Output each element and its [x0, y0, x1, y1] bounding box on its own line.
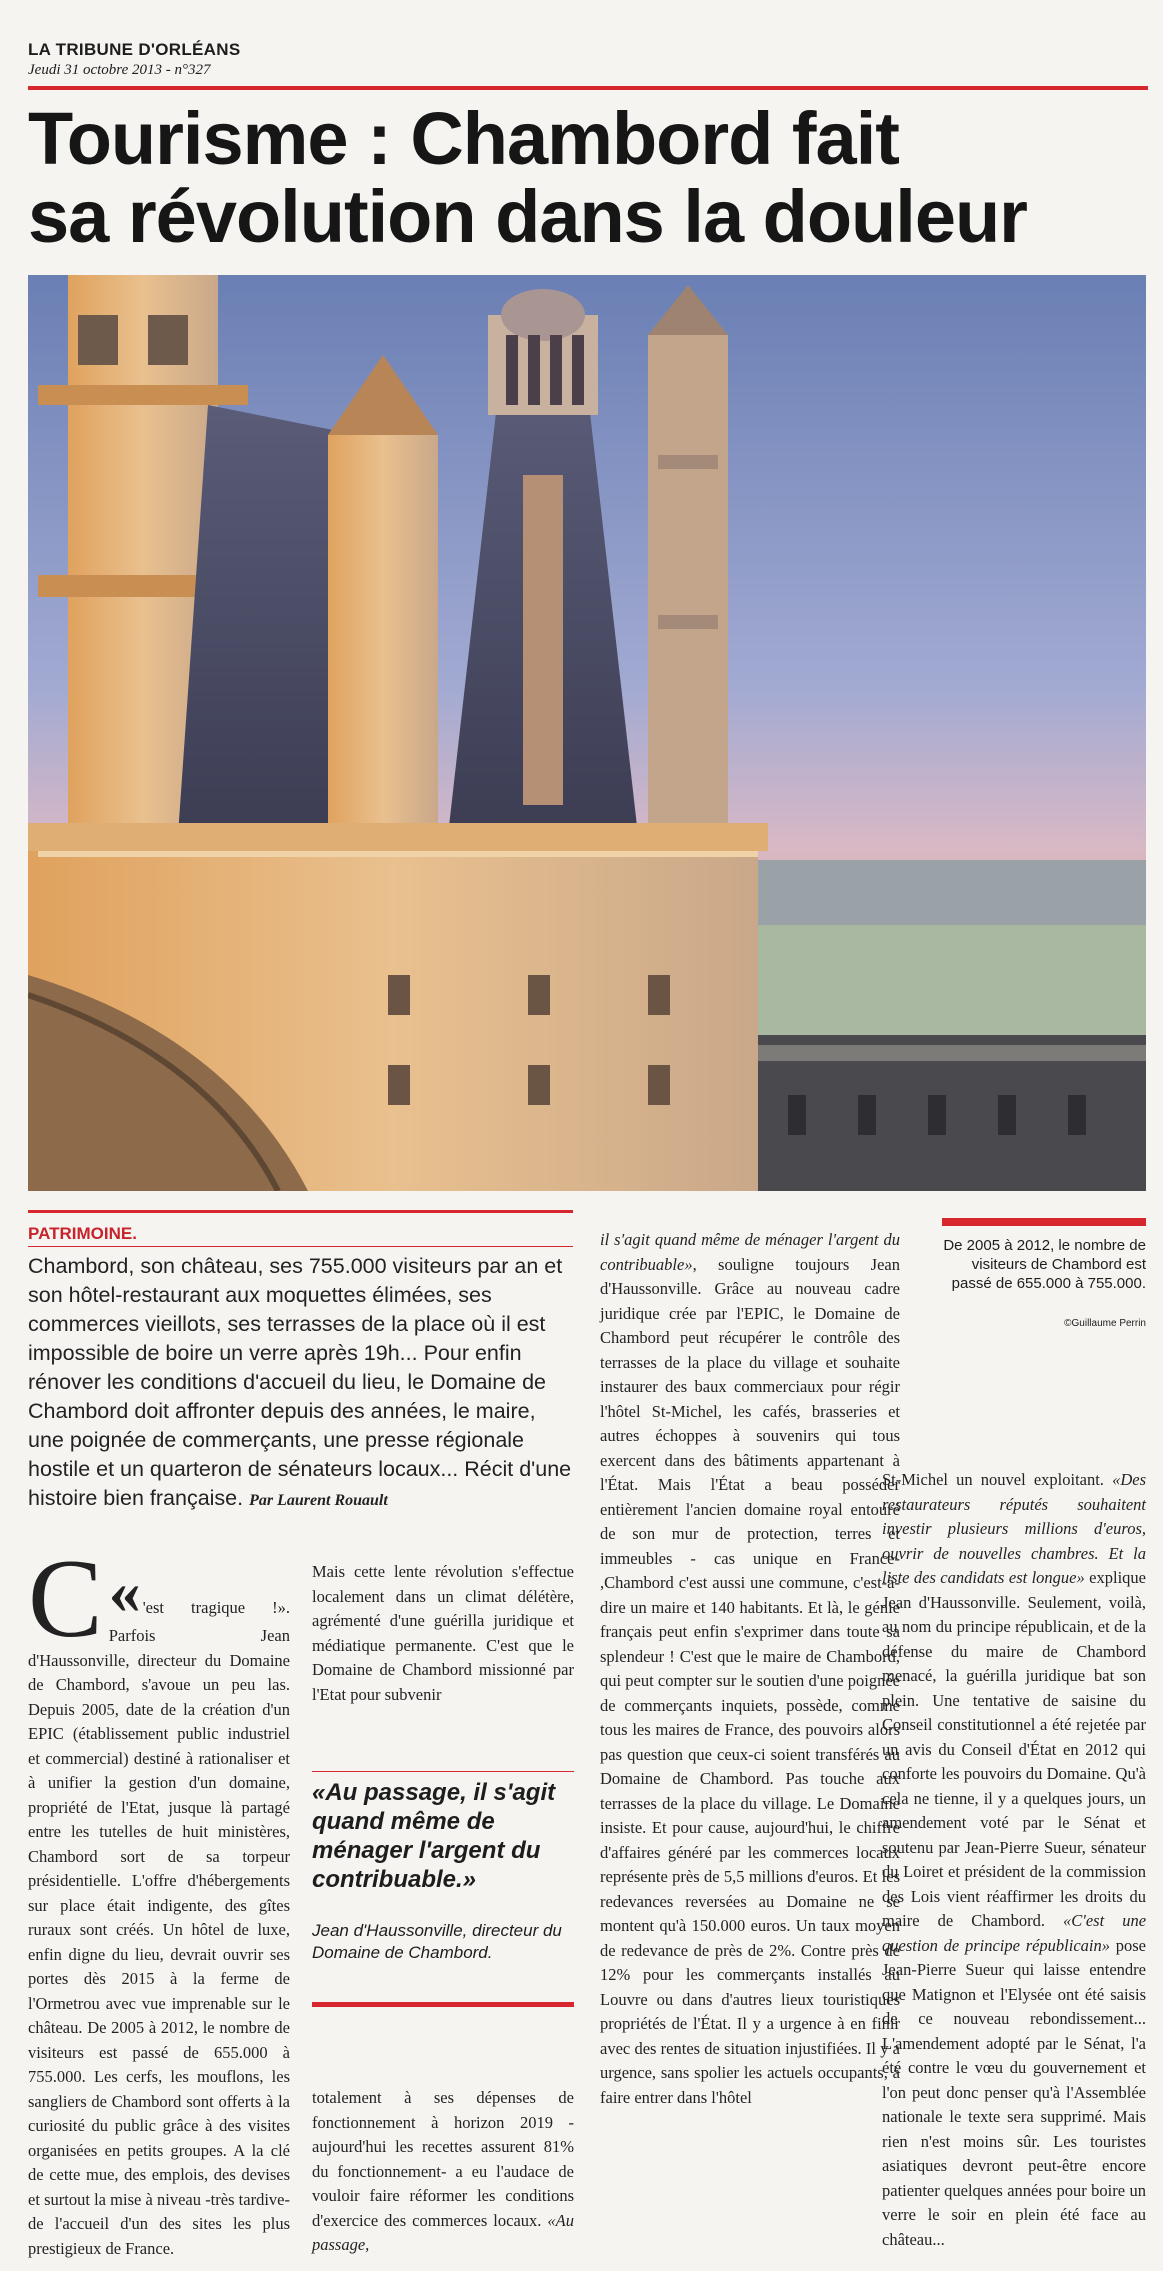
column-4-quote-2: «C'est une question de principe républicain» — [882, 1911, 1147, 1955]
column-2-bottom-text: totalement à ses dépenses de fonctionnement à horizon 2019 -aujourd'hui les recettes assurent 81% du fonctionnement- a eu l'audace de vouloir faire réformer les conditions d'exercice des commerces locaux. — [312, 2088, 574, 2230]
pullquote: «Au passage, il s'agit quand même de ménager l'argent du contribuable.» — [312, 1779, 556, 1893]
kicker-rule — [28, 1210, 573, 1213]
headline — [28, 97, 1148, 258]
column-2-top-text: Mais cette lente révolution s'effectue localement dans un climat délétère, agrémenté d'une guérilla juridique et médiatique permanente. C'est que le Domaine de Chambord missionné par l'Etat pour subvenir — [312, 1562, 574, 1704]
column-2-bottom-quote: «Au passage, — [312, 2210, 574, 2254]
column-4-text-3: pose Jean-Pierre Sueur qui laisse entendre que Matignon et l'Elysée ont été saisis de ce nouveau rebondissement... L'amendement adopté par le Sénat, l'a été contre le vœu du gouvernement et l'on peut donc penser qu'à l'Assemblée nationale le texte sera supprimé. Mais rien n'est moins sûr. Les touristes asiatiques devront peut-être encore patienter quelques années pour boire un verre le soir en plein été face au château... — [882, 1935, 1147, 2249]
article-column-2-bottom — [312, 2086, 574, 2258]
column-4-text-2: explique Jean d'Haussonville. Seulement, voilà, au nom du principe républicain, et de la défense du maire de Chambord menacé, la guérilla juridique bat son plein. Une tentative de saisine du Conseil constitutionnel a été rejetée par un avis du Conseil d'État en 2012 qui conforte les pouvoirs du Domaine. Qu'à cela ne tienne, il y a quelques jours, un amendement voté par le Sénat et soutenu par Jean-Pierre Sueur, sénateur du Loiret et président de la commission des Lois vient réaffirmer les droits du maire de Chambord. — [882, 1568, 1146, 1930]
pullquote-attribution: Jean d'Haussonville, directeur du Domaine de Chambord. — [312, 1921, 562, 1962]
column-3-text: , souligne toujours Jean d'Haussonville. Grâce au nouveau cadre juridique crée par l'EPIC, le Domaine de Chambord peut récupérer le contrôle des terrasses de la place du village et souhaite instaurer des baux commerciaux pour régir l'hôtel St-Michel, les cafés, brasseries et autres échoppes à souvenirs qui tous exercent dans des bâtiments appartenant à l'État. Mais l'État a beau posséder entièrement l'ancien domaine royal entouré de son mur de protection, terres et immeubles - cas unique en France- ,Chambord c'est aussi une commune, c'est-à-dire un maire et 140 habitants. Et là, le génie français peut enfin s'exprimer dans toute sa splendeur ! C'est que le maire de Chambord, qui peut compter sur le soutien d'une poignée de commerçants inquiets, possède, comme tous les maires de France, des pouvoirs alors pas question que ceux-ci soient transférés au Domaine de Chambord. Pas touche aux terrasses de la place du village. Le Domaine insiste. Et pour cause, aujourd'hui, le chiffre d'affaires généré par les commerces locaux représente près de 5,5 millions d'euros. Et les redevances reversées au Domaine ne se montent qu'à 150.000 euros. Un taux moyen de redevance de près de 2%. Contre près de 12% pour les commerçants installés au Louvre ou dans d'autres lieux touristiques propriétés de l'État. Il y a urgence à en finir avec des rentes de situation injustifiées. Il y a urgence, sans spolier les actuels occupants, à faire entrer dans l'hôtel — [600, 1254, 900, 2107]
section-kicker: PATRIMOINE. — [28, 1224, 137, 1243]
issue-date: Jeudi 31 octobre 2013 - n°327 — [28, 62, 211, 78]
photo-caption: De 2005 à 2012, le nombre de visiteurs de Chambord est passé de 655.000 à 755.000. — [943, 1237, 1146, 1292]
kicker-underline — [28, 1246, 573, 1247]
photo-credit: ©Guillaume Perrin — [1064, 1318, 1146, 1329]
article-column-2-top — [312, 1560, 574, 1707]
drop-cap: C — [28, 1537, 103, 1661]
article-column-1 — [28, 1537, 290, 2261]
headline-line-2: sa révolution dans la douleur — [28, 175, 1027, 258]
standfirst-text: Chambord, son château, ses 755.000 visiteurs par an et son hôtel-restaurant aux moquettes élimées, ses commerces vieillots, ses terrasses de la place où il est impossible de boire un verre après 19h... Pour enfin rénover les conditions d'accueil du lieu, le Domaine de Chambord doit affronter depuis des années, le maire, une poignée de commerçants, une presse régionale hostile et un quarteron de sénateurs locaux... Récit d'une histoire bien française. — [28, 1254, 572, 1510]
publication-name: LA TRIBUNE D'ORLÉANS — [28, 40, 241, 59]
column-1-text: 'est tragique !». Parfois Jean d'Haussonville, directeur du Domaine de Chambord, s'avoue un peu las. Depuis 2005, date de la création d'un EPIC (établissement public industriel et commercial) destiné à rationaliser et à unifier la gestion d'un domaine, propriété de l'Etat, jusque là partagé entre les tutelles de huit ministères, Chambord sort de sa torpeur présidentielle. L'offre d'hébergements sur place était indigente, des gîtes ruraux sont créés. Un hôtel de luxe, enfin digne du lieu, devrait ouvrir ses portes dès 2015 à la ferme de l'Ormetrou avec vue imprenable sur le château. De 2005 à 2012, le nombre de visiteurs est passé de 655.000 à 755.000. Les cerfs, les mouflons, les sangliers de Chambord sont offerts à la curiosité du public grâce à des visites organisées en petits groupes. A la clé de cette mue, des emplois, des devises et surtout la mise à niveau -très tardive- de l'accueil d'un des sites les plus prestigieux de France. — [28, 1598, 290, 2258]
chateau-illustration — [28, 275, 1146, 1191]
chambord-photo — [28, 275, 1146, 1191]
pullquote-rule-top — [312, 1771, 574, 1772]
headline-line-1: Tourisme : Chambord fait — [28, 97, 899, 180]
column-3-quote: il s'agit quand même de ménager l'argent du contribuable» — [600, 1230, 900, 1274]
column-4-quote-1: «Des restaurateurs réputés souhaitent investir plusieurs millions d'euros, ouvrir de nouvelles chambres. Et la liste des candidats est longue» — [882, 1470, 1146, 1587]
byline: Par Laurent Rouault — [249, 1492, 388, 1509]
article-column-3 — [600, 1228, 900, 2110]
caption-rule — [942, 1218, 1146, 1226]
standfirst — [28, 1252, 573, 1515]
article-column-4 — [882, 1468, 1146, 2252]
opening-guillemet: « — [108, 1556, 141, 1627]
pullquote-rule-bottom — [312, 2002, 574, 2007]
masthead — [28, 40, 1148, 79]
header-rule — [28, 86, 1148, 90]
column-4-text-1: St-Michel un nouvel exploitant. — [882, 1470, 1104, 1489]
